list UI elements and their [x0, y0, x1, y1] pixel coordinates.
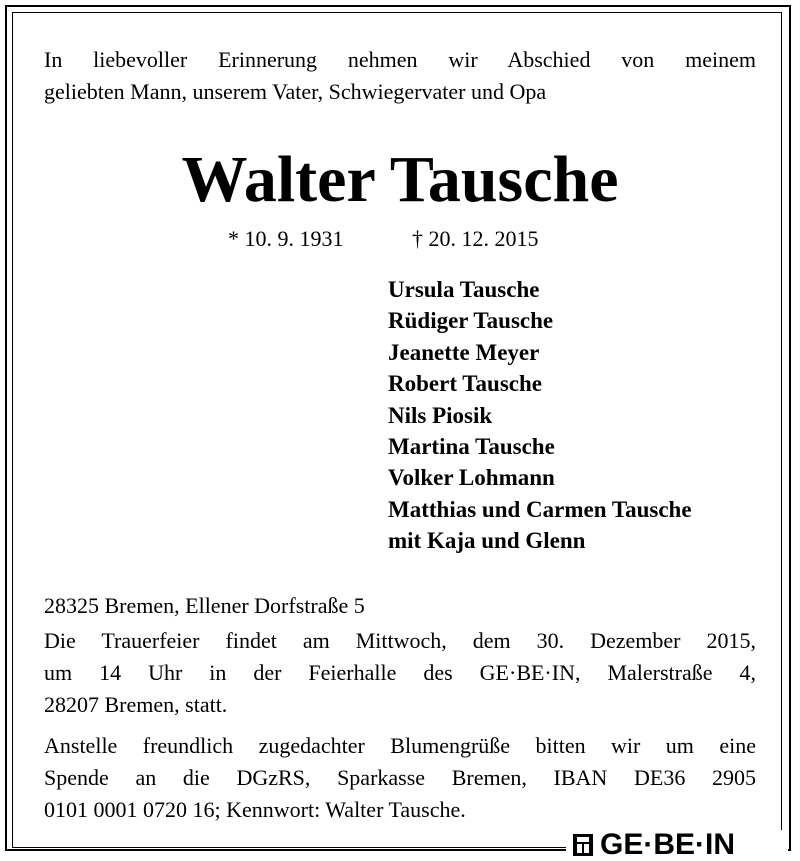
ceremony-notice	[44, 625, 756, 721]
mourner-name: Ursula Tausche	[388, 277, 540, 302]
donation-notice	[44, 730, 756, 826]
mourner-name: Jeanette Meyer	[388, 339, 540, 365]
intro-line-2: geliebten Mann, unserem Vater, Schwiegervater und Opa	[44, 79, 547, 104]
ceremony-line-2: um 14 Uhr in der Feierhalle des GE·BE·IN, Malerstraße 4,	[44, 660, 756, 685]
mourner-name: Nils Piosik	[388, 402, 493, 428]
death-date: † 20. 12. 2015	[412, 226, 539, 251]
mourner-name: Martina Tausche	[388, 434, 555, 460]
intro-text	[44, 44, 756, 108]
gebein-logo-text: GE·BE·IN	[600, 828, 735, 861]
donation-line-2: Spende an die DGzRS, Sparkasse Bremen, IBAN DE36 2905	[44, 765, 756, 790]
mourner-name: mit Kaja und Glenn	[388, 528, 586, 554]
donation-line-1: Anstelle freundlich zugedachter Blumengrüße bitten wir um eine	[44, 733, 756, 758]
mourner-name: Volker Lohmann	[388, 465, 555, 491]
ceremony-line-1: Die Trauerfeier findet am Mittwoch, dem 30. Dezember 2015,	[44, 628, 756, 653]
gebein-logo	[566, 830, 788, 860]
mourner-name: Robert Tausche	[388, 371, 542, 397]
mourners-list	[388, 274, 692, 557]
birth-date: * 10. 9. 1931	[228, 226, 344, 251]
donation-line-3: 0101 0001 0720 16; Kennwort: Walter Tausche.	[44, 797, 466, 822]
intro-line-1: In liebevoller Erinnerung nehmen wir Abschied von meinem	[44, 47, 756, 72]
family-address: 28325 Bremen, Ellener Dorfstraße 5	[44, 593, 365, 618]
mourner-name: Matthias und Carmen Tausche	[388, 496, 692, 522]
gebein-logo-icon	[572, 833, 594, 857]
mourner-name: Rüdiger Tausche	[388, 308, 554, 334]
deceased-name: Walter Tausche	[181, 143, 619, 216]
ceremony-line-3: 28207 Bremen, statt.	[44, 692, 228, 717]
